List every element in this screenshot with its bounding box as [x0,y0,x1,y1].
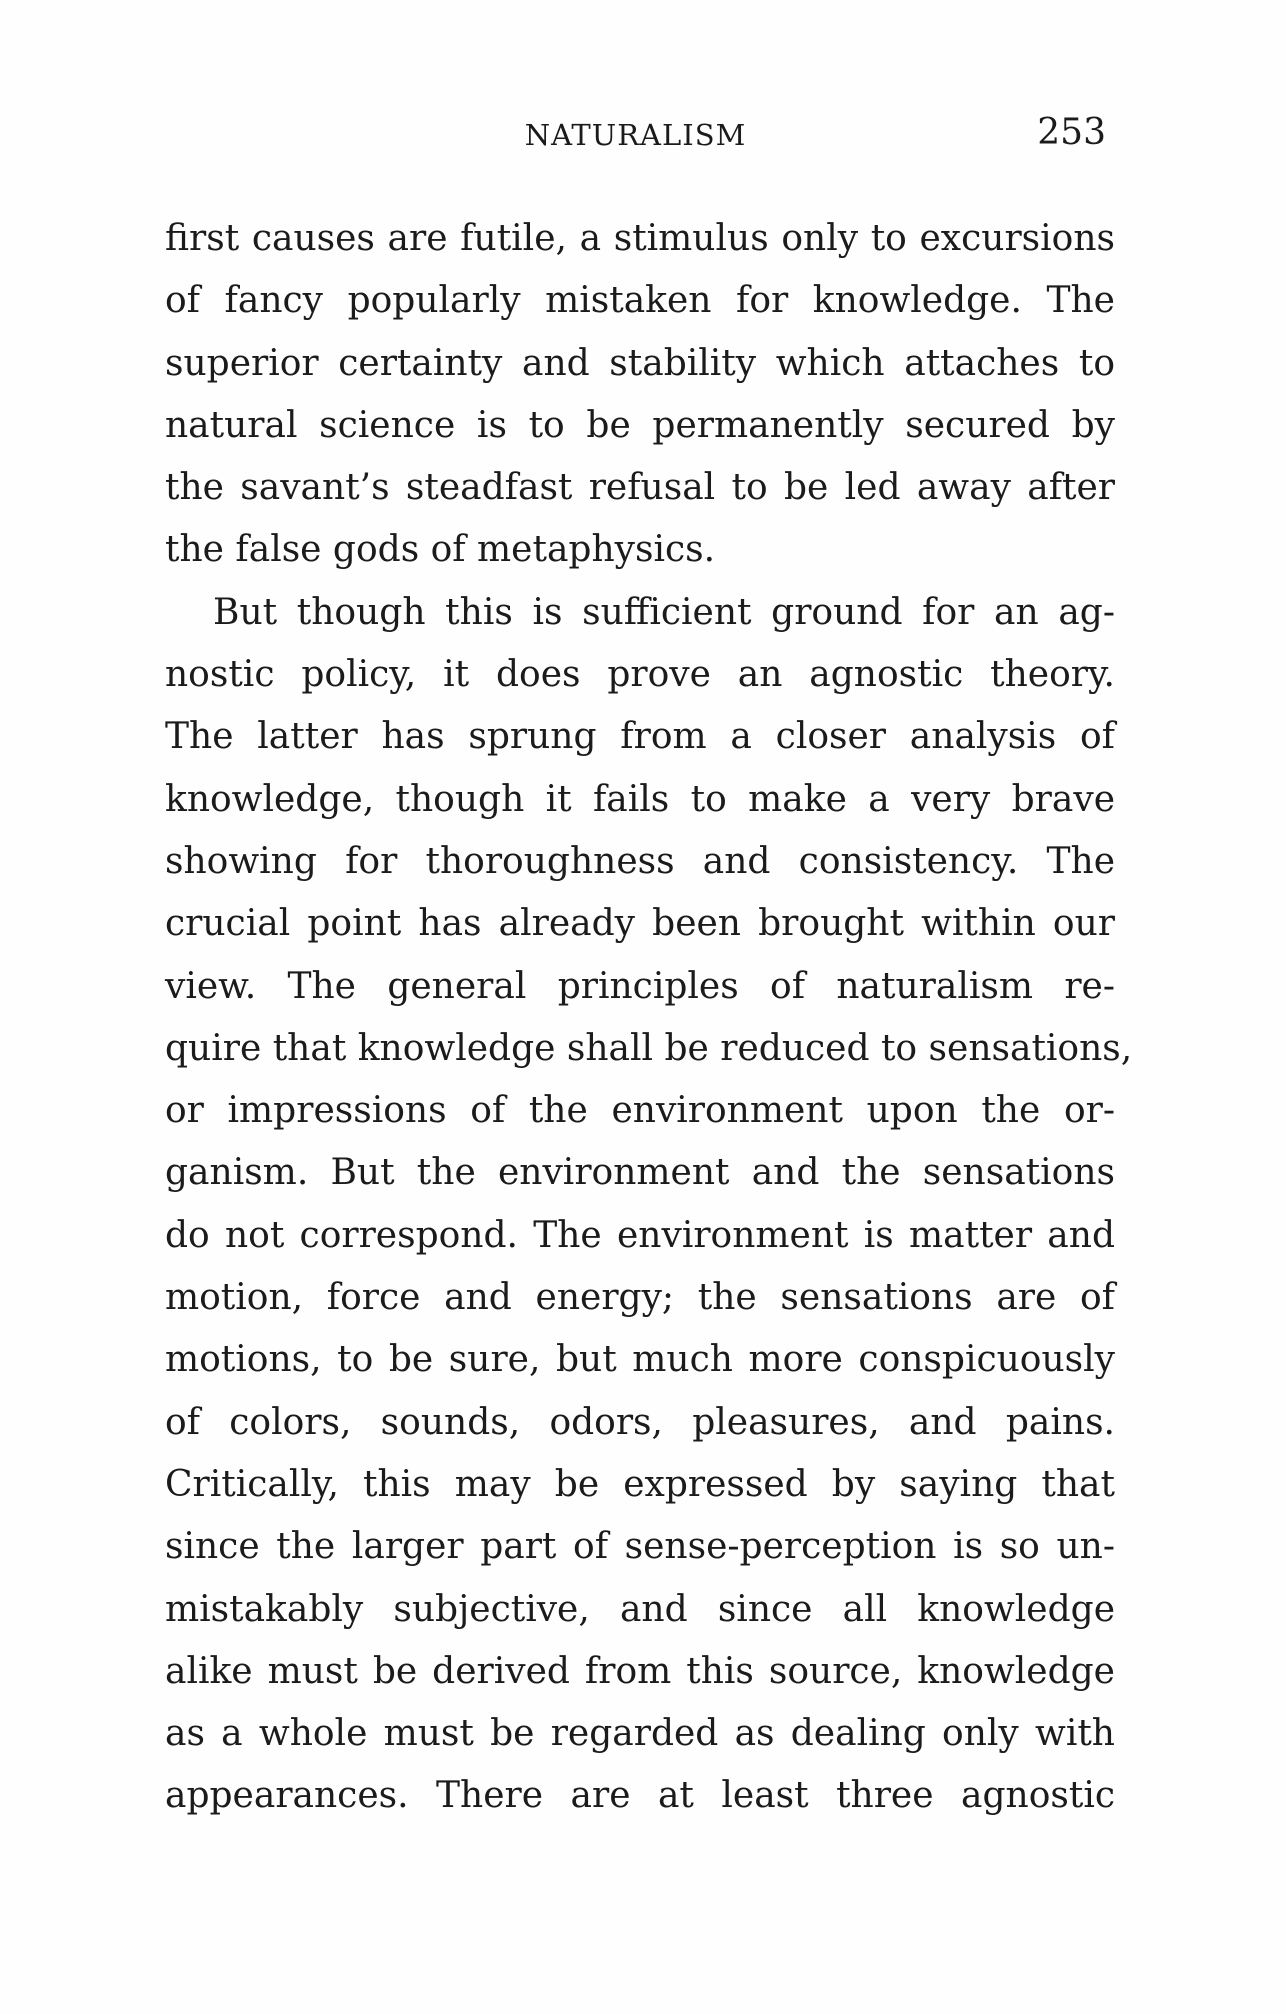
body-text [165,208,1133,1828]
text-line: the savant’s steadfast refusal to be led away after [165,467,1115,509]
text-line: superior certainty and stability which attaches to [165,342,1115,384]
text-line: But though this is sufficient ground for an ag- [213,591,1115,633]
text-line: ganism. But the environment and the sensations [165,1152,1115,1194]
text-line: mistakably subjective, and since all knowledge [165,1588,1115,1630]
text-line: showing for thoroughness and consistency. The [165,840,1115,882]
text-line: do not correspond. The environment is matter and [165,1214,1115,1256]
text-line: view. The general principles of naturalism re- [165,965,1115,1007]
text-line: first causes are futile, a stimulus only to excursions [165,218,1115,259]
text-line: since the larger part of sense-perception is so un- [165,1526,1115,1568]
running-head [165,112,1106,162]
running-title: NATURALISM [524,118,747,152]
text-line: quire that knowledge shall be reduced to sensations, [165,1027,1133,1069]
page-number: 253 [1037,112,1106,153]
text-line: appearances. There are at least three agnostic [165,1775,1115,1817]
text-line: natural science is to be permanently secured by [165,404,1115,446]
text-line: motion, force and energy; the sensations are of [165,1277,1115,1319]
text-line: crucial point has already been brought within our [165,903,1115,945]
text-line: Critically, this may be expressed by saying that [165,1463,1115,1505]
text-line: of fancy popularly mistaken for knowledge. The [165,280,1115,322]
text-line: of colors, sounds, odors, pleasures, and pains. [165,1401,1115,1443]
text-line: motions, to be sure, but much more conspicuously [165,1339,1115,1381]
text-line: alike must be derived from this source, knowledge [165,1650,1115,1692]
text-line: knowledge, though it fails to make a very brave [165,778,1115,820]
text-line: or impressions of the environment upon the or- [165,1090,1115,1132]
text-line: the false gods of metaphysics. [165,529,716,571]
text-line: as a whole must be regarded as dealing only with [165,1713,1115,1755]
text-line: nostic policy, it does prove an agnostic theory. [165,654,1115,696]
text-line: The latter has sprung from a closer analysis of [165,716,1115,758]
